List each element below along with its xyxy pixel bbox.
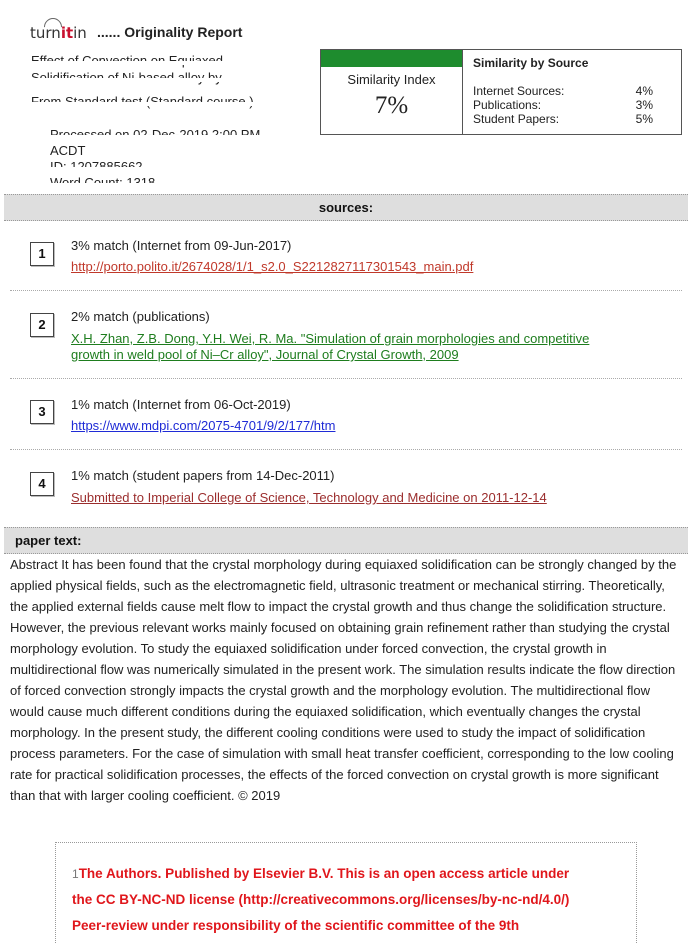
source-number-2: 2 (30, 313, 54, 337)
sources-heading-bar (4, 194, 688, 221)
footnote-line-3: Peer-review under responsibility of the scientific committee of the 9th (72, 918, 520, 933)
source-3-link[interactable] (71, 418, 335, 434)
source-2-link-line[interactable]: growth in weld pool of Ni–Cr alloy", Journal of Crystal Growth, 2009 (71, 347, 459, 362)
source-divider (10, 449, 682, 450)
footnote-line-1: The Authors. Published by Elsevier B.V. This is an open access article under (78, 866, 570, 881)
logo-suffix: in (73, 24, 87, 42)
source-4-link-line[interactable]: Submitted to Imperial College of Science, Technology and Medicine on 2011-12-14 (71, 490, 547, 505)
internet-sources-row (473, 84, 653, 98)
student-papers-label: Student Papers: (473, 112, 560, 126)
source-number-3: 3 (30, 400, 54, 424)
turnitin-logo (30, 18, 92, 46)
source-3-match: 1% match (Internet from 06-Oct-2019) (71, 397, 291, 412)
student-papers-row (473, 112, 653, 126)
redaction-strip (31, 78, 281, 82)
paper-text-heading: paper text: (15, 533, 82, 548)
source-2-link-line[interactable]: X.H. Zhan, Z.B. Dong, Y.H. Wei, R. Ma. "Simulation of grain morphologies and competitive (71, 331, 590, 346)
source-number-1: 1 (30, 242, 54, 266)
redaction-strip (31, 102, 281, 106)
redaction-strip (31, 61, 271, 65)
report-title: ...... Originality Report (97, 24, 243, 40)
publications-value: 3% (635, 98, 653, 112)
similarity-index-label: Similarity Index (347, 72, 436, 87)
redaction-strip (50, 167, 160, 171)
similarity-box (320, 49, 682, 135)
similarity-by-source-label: Similarity by Source (473, 56, 589, 70)
footnote-number: 1 (72, 867, 79, 881)
footnote-box (55, 842, 637, 943)
redaction-strip (50, 135, 285, 139)
source-1-match: 3% match (Internet from 09-Jun-2017) (71, 238, 292, 253)
source-2-match: 2% match (publications) (71, 309, 210, 324)
footnote-text (72, 861, 627, 939)
sources-heading: sources: (318, 200, 374, 215)
paper-body-text: Abstract It has been found that the crystal morphology during equiaxed solidification can be strongly changed by the applied physical fields, such as the electromagnetic field, ultrasonic treatment or mechanical stirring. Theoretically, the applied external fields cause melt flow to impact the crystal growth and thus change the solidification structure. However, the previous relevant works mainly focused on obtaining grain refinement rather than studying the crystal morphology evolution. To study the equiaxed solidification under forced convection, the crystal growth in multidirectional flow was numerically simulated in the present work. The simulation results indicate the flow direction of forced convection strongly impacts the crystal growth and the morphology evolution. The multidirectional flow would cause much different conditions during the equiaxed solidification, which eventually changes the crystal morphology. In the present study, the different cooling conditions were used to study the impact of solidification process parameters. For the case of simulation with small heat transfer coefficient, corresponding to the low cooling rate for practical solidification processes, the effects of the forced convection on crystal growth is more significant than that with larger cooling coefficient. © 2019 (10, 557, 677, 803)
similarity-index-panel (321, 50, 463, 134)
footnote-line-2: the CC BY-NC-ND license (http://creativecommons.org/licenses/by-nc-nd/4.0/) (72, 892, 570, 907)
similarity-index-value: 7% (374, 92, 409, 119)
source-divider (10, 378, 682, 379)
source-divider (10, 290, 682, 291)
student-papers-value: 5% (635, 112, 653, 126)
internet-sources-value: 4% (635, 84, 653, 98)
acdt-label: ACDT (50, 143, 86, 158)
similarity-color-bar (321, 50, 462, 67)
logo-it: it (60, 24, 74, 42)
publications-row (473, 98, 653, 112)
paper-text-heading-bar (4, 527, 688, 554)
redaction-strip (50, 183, 160, 187)
source-1-link-line[interactable]: http://porto.polito.it/2674028/1/1_s2.0_S2212827117301543_main.pdf (71, 259, 474, 274)
source-number-4: 4 (30, 472, 54, 496)
source-1-link[interactable] (71, 259, 473, 275)
logo-prefix: turn (30, 24, 61, 42)
source-3-link-line[interactable]: https://www.mdpi.com/2075-4701/9/2/177/htm (71, 418, 336, 433)
source-4-match: 1% match (student papers from 14-Dec-2011) (71, 468, 335, 483)
source-2-link[interactable] (71, 331, 589, 363)
internet-sources-label: Internet Sources: (473, 84, 565, 98)
source-4-link[interactable] (71, 490, 547, 506)
publications-label: Publications: (473, 98, 542, 112)
